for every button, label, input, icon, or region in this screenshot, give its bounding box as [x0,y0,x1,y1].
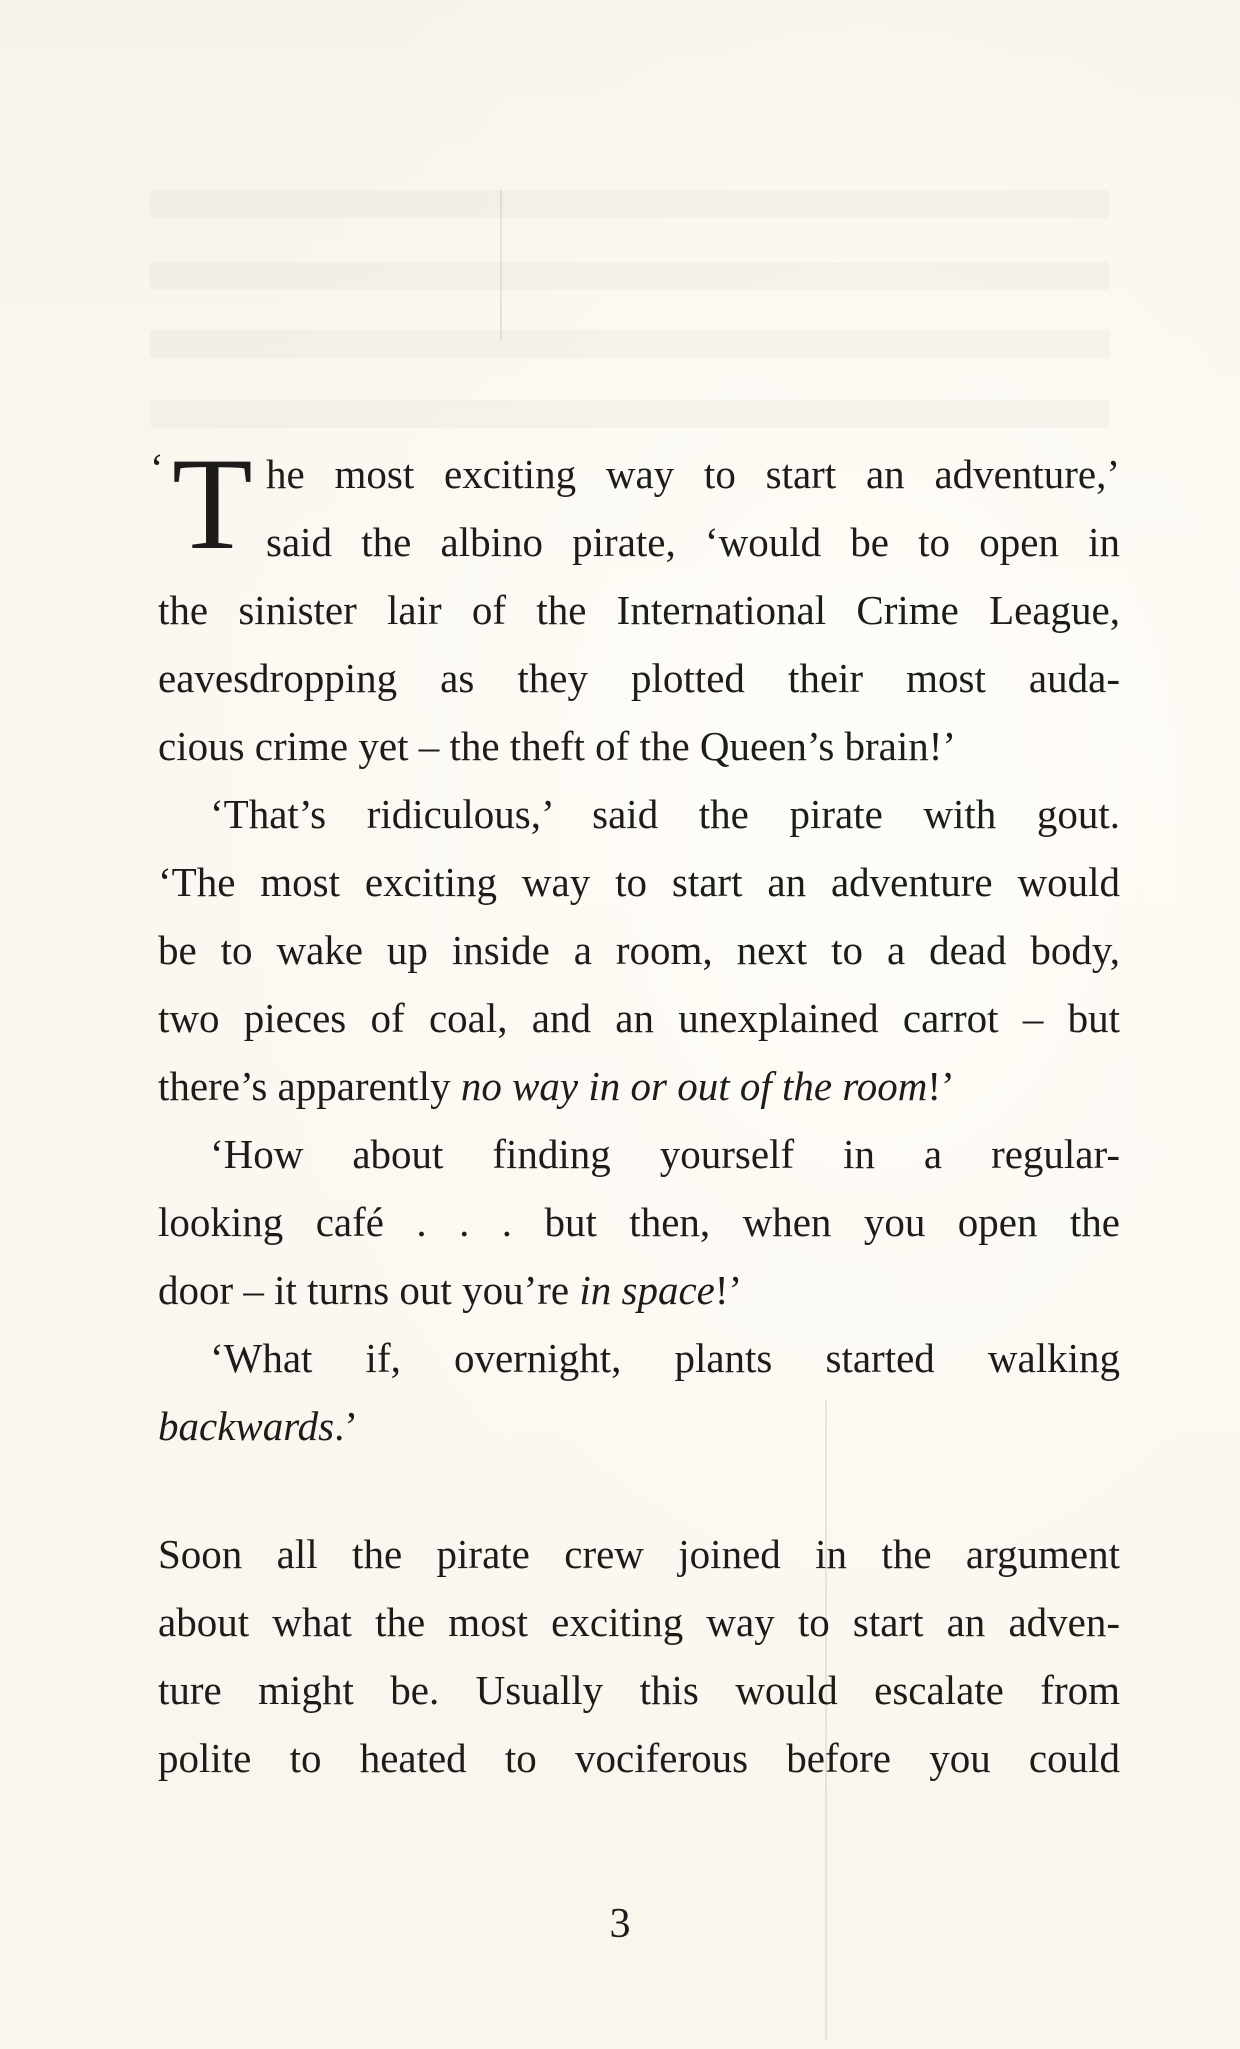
paragraph-3 [158,1120,1120,1324]
text-line: ‘The most exciting way to start an adventure would [158,859,1120,905]
show-through-line [150,330,1110,358]
text-run: !’ [714,1267,743,1313]
text-line: ‘What if, overnight, plants started walking [210,1335,1120,1381]
page-number: 3 [609,1901,631,1947]
text-line: said the albino pirate, ‘would be to open in [266,519,1120,565]
text-line: looking café . . . but then, when you open the [158,1199,1120,1245]
text-line: Soon all the pirate crew joined in the argument [158,1531,1120,1577]
section-break [158,1460,1120,1520]
body-text [150,430,1120,1792]
text-run: door – it turns out you’re [158,1267,580,1313]
text-line: polite to heated to vociferous before you could [158,1735,1120,1781]
text-line: eavesdropping as they plotted their most auda- [158,655,1120,701]
text-line: the sinister lair of the International Crime League, [158,587,1120,633]
show-through-line [150,190,1110,218]
text-line: cious crime yet – the theft of the Queen’s brain!’ [158,723,957,769]
text-line: ture might be. Usually this would escalate from [158,1667,1120,1713]
drop-cap: T [172,430,253,577]
text-line: ‘How about finding yourself in a regular- [210,1131,1120,1177]
paragraph-2 [158,780,1120,1120]
show-through-line [150,262,1110,290]
opening-quote: ‘ [150,445,164,491]
page-crease [500,190,502,340]
paragraph-4 [158,1324,1120,1460]
text-run: there’s apparently [158,1063,461,1109]
paragraph-1 [150,430,1120,780]
italic-run: backwards [158,1403,335,1449]
text-line: two pieces of coal, and an unexplained carrot – but [158,995,1120,1041]
text-run: .’ [334,1403,359,1449]
text-line: about what the most exciting way to start an adven- [158,1599,1120,1645]
text-line [158,1392,1120,1460]
italic-run: no way in or out of the room [460,1063,928,1109]
text-line [158,1256,1120,1324]
text-line: be to wake up inside a room, next to a dead body, [158,927,1120,973]
show-through-line [150,400,1110,428]
text-line [158,1052,1120,1120]
text-line: ‘That’s ridiculous,’ said the pirate with gout. [210,791,1120,837]
text-line: he most exciting way to start an adventure,’ [266,451,1120,497]
paragraph-5 [158,1520,1120,1792]
text-run: !’ [927,1063,955,1109]
italic-run: in space [579,1267,715,1313]
